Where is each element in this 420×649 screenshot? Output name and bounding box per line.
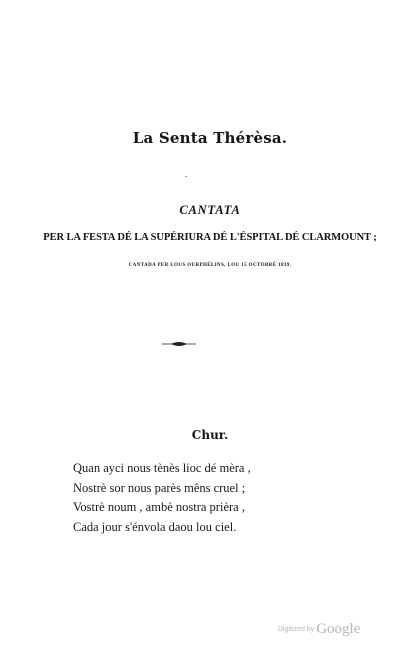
- verse-line: Cada jour s'énvola daou lou ciel.: [73, 519, 237, 534]
- stray-dot: [185, 176, 187, 177]
- cantata-heading: CANTATA: [179, 203, 241, 217]
- verse-line: Nostrè sor nous parès mêns cruel ;: [73, 480, 246, 495]
- ornament-divider-icon: [162, 340, 196, 348]
- watermark-prefix: Digitized by: [278, 626, 315, 633]
- section-title: Chur.: [191, 428, 229, 442]
- poem-title: La Senta Thérèsa.: [132, 129, 288, 147]
- verse-list: [73, 459, 251, 537]
- cantata-subtitle: PER LA FESTA DÉ LA SUPÉRIURA DÉ L'ÉSPITAL DÉ CLARMOUNT ;: [43, 232, 377, 243]
- performance-note: CANTADA PER LOUS OURPHÉLINS, LOU 15 OCTOBRÉ 1839.: [128, 263, 292, 268]
- digitized-watermark: [278, 620, 360, 638]
- watermark-brand: Google: [316, 621, 361, 637]
- verse-line: Quan ayci nous tènès lioc dé mèra ,: [73, 461, 251, 475]
- verse-line: Vostrè noum , ambè nostra prièra ,: [73, 500, 245, 514]
